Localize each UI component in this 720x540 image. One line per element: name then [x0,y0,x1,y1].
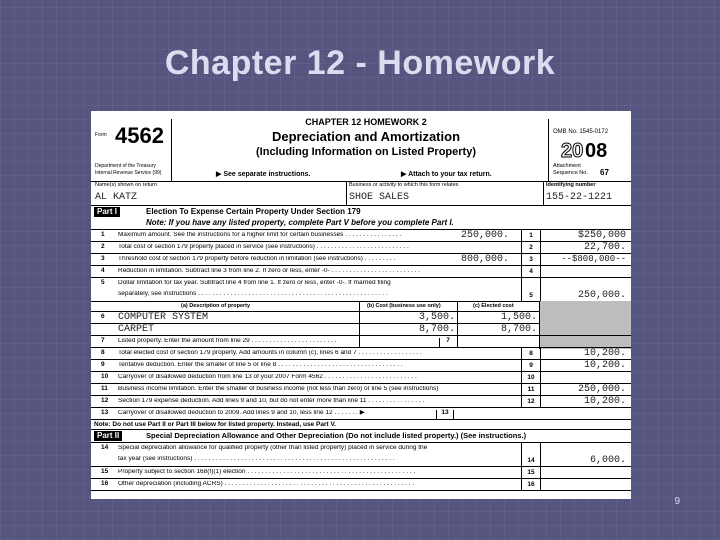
part1-tag: Part I [94,207,120,217]
slide-title: Chapter 12 - Homework [164,44,556,82]
line-text: Listed property. Enter the amount from line 29 . . . . . . . . . . . . . . . . . . . . . . . . [118,338,337,344]
line-text: Special depreciation allowance for qualified property (other than listed property) placed in service during the [118,445,428,451]
property-description: CARPET [118,324,155,335]
line-5 [91,277,631,302]
line-number: 10 [101,373,109,380]
form-4562 [91,111,631,499]
column-b-header: (b) Cost (business use only) [367,303,441,309]
year-prefix: 20 [561,140,584,162]
header-divider-left [171,119,172,181]
line-text: Threshold cost of section 179 property before reduction in limitation (see instructions) . . . . . . . . . [118,256,396,262]
part2-rule [91,429,631,430]
line-number: 7 [101,337,105,344]
line-box: 11 [521,384,541,396]
business-value: SHOE SALES [349,192,410,203]
name-divider-2 [543,181,544,205]
form-label: Form [95,132,107,138]
line-text: Section 179 expense deduction. Add lines 9 and 10, but do not enter more than line 11 . . . . . . . . . . . . . . . . [118,398,425,404]
line-text: Maximum amount. See the instructions for a higher limit for certain businesses . . . . . . . . . . . . . . . . [118,232,402,238]
dept-line-2: Internal Revenue Service (99) [95,170,162,176]
omb-number: OMB No. 1545-0172 [553,129,609,135]
line-text: Reduction in limitation. Subtract line 3 from line 2. If zero or less, enter -0- . . . . . . . . . . . . . . . . . . . . . . . . . [118,268,420,274]
property-elected-cost: 8,700. [500,324,537,335]
line-number: 8 [101,349,105,356]
line-box: 2 [521,242,541,254]
line-amount: 10,200. [583,360,626,371]
line-text: Tentative deduction. Enter the smaller of line 5 or line 8 . . . . . . . . . . . . . . . . . . . . . . . . . . . . . . . . . . . [118,362,403,368]
form-number: 4562 [115,123,164,148]
property-description: COMPUTER SYSTEM [118,312,209,323]
part2-tag: Part II [94,431,122,441]
column-a-header: (a) Description of property [181,303,251,309]
line-amount: --$800,000-- [561,254,626,264]
line-number: 1 [101,231,105,238]
line-3-inline-amount: 800,000. [461,254,510,265]
line-number: 14 [101,444,109,451]
line-box: 4 [521,266,541,278]
part1-bottom-note: Note: Do not use Part II or Part III below for listed property. Instead, use Part V. [94,421,336,428]
line-number: 3 [101,255,105,262]
form-subtitle: (Including Information on Listed Property) [256,146,476,158]
line-amount: 6,000. [589,455,626,466]
part1-rule [91,205,631,206]
column-c-header: (c) Elected cost [473,303,514,309]
line-text: Dollar limitation for tax year. Subtract line 4 from line 1. If zero or less, enter -0-. If married filing [118,280,391,286]
line-text-continued: tax year (see instructions) . . . . . . . . . . . . . . . . . . . . . . . . . . . . . . . . . . . . . . . . . . . . . . . . . . . . . . . . [118,456,395,462]
attach-notice: ▶ Attach to your tax return. [401,171,492,178]
line-14 [91,442,631,467]
line-text-continued: separately, see instructions . . . . . . . . . . . . . . . . . . . . . . . . . . . . . . . . . . . . . . . . . . . . . . . . . . . . . [118,291,388,297]
property-cost: 3,500. [418,312,455,323]
line-text: Carryover of disallowed deduction from line 13 of your 2007 Form 4562 . . . . . . . . . . . . . . . . . . . . . . . . . . [118,374,417,380]
line-number: 11 [101,385,108,392]
line-text: Business income limitation. Enter the smaller of business income (not less than zero) or line 5 (see instructions) [118,386,439,392]
line-text: Total elected cost of section 179 property. Add amounts in column (c), lines 6 and 7 . . . . . . . . . . . . . . . . . . [118,350,422,356]
line-number: 13 [101,409,109,416]
line-box: 3 [521,254,541,266]
name-label: Name(s) shown on return [95,182,158,188]
id-label: Identifying number [546,182,596,188]
property-cost: 8,700. [418,324,455,335]
form-title: Depreciation and Amortization [271,129,461,144]
dept-line-1: Department of the Treasury [95,163,156,169]
line-box: 5 [521,278,541,302]
line-amount: 10,200. [583,396,626,407]
header-divider-right [548,119,549,181]
line-box: 7 [439,338,456,348]
homework-title: CHAPTER 12 HOMEWORK 2 [305,117,427,127]
line-number: 15 [101,468,109,475]
line-box: 10 [521,372,541,384]
property-elected-cost: 1,500. [500,312,537,323]
part1-heading: Election To Expense Certain Property Under Section 179 [146,207,361,216]
line-box: 14 [521,443,541,467]
line-number: 6 [101,313,105,320]
line-box: 1 [521,230,541,242]
line-box: 13 [436,410,454,420]
line-amount: 10,200. [583,348,626,359]
sequence-label: Sequence No. [553,170,588,176]
line-number: 16 [101,480,109,487]
sequence-number: 67 [600,168,609,177]
line-box: 8 [521,348,541,360]
line-number: 9 [101,361,105,368]
line-amount: 250,000. [577,384,626,395]
name-divider-1 [346,181,347,205]
line-text: Total cost of section 179 property placed in service (see instructions) . . . . . . . . . . . . . . . . . . . . . . . . . . [118,244,409,250]
line-number: 2 [101,243,105,250]
line-number: 12 [101,397,109,404]
line-box: 9 [521,360,541,372]
line-number: 5 [101,279,105,286]
line-text: Carryover of disallowed deduction to 2009. Add lines 9 and 10, less line 12 . . . . . . . ▶ [118,410,365,416]
part2-heading: Special Depreciation Allowance and Other Depreciation (Do not include listed property.) (See instructions.) [146,431,527,440]
see-instructions: ▶ See separate instructions. [216,171,311,178]
line-box: 15 [521,467,541,479]
year-suffix: 08 [585,140,608,162]
line-box: 16 [521,479,541,491]
attachment-label: Attachment [553,163,581,169]
business-label: Business or activity to which this form relates [349,182,459,188]
form-bottom-rule [91,490,631,491]
part1-note: Note: If you have any listed property, complete Part V before you complete Part I. [146,218,454,227]
name-value: AL KATZ [95,192,138,203]
line-text: Property subject to section 168(f)(1) election . . . . . . . . . . . . . . . . . . . . . . . . . . . . . . . . . . . . . . . . . . . . . . . [118,469,416,475]
id-value: 155-22-1221 [546,192,613,203]
line-text: Other depreciation (including ACRS) . . . . . . . . . . . . . . . . . . . . . . . . . . . . . . . . . . . . . . . . . . . . . . . . . . . . . [118,481,415,487]
line-amount: 250,000. [577,290,626,301]
line-amount: 22,700. [583,242,626,253]
page-number: 9 [674,496,680,507]
line-number: 4 [101,267,105,274]
line-amount: $250,000 [577,230,626,241]
line-1-inline-amount: 250,000. [461,230,510,241]
line-box: 12 [521,396,541,408]
